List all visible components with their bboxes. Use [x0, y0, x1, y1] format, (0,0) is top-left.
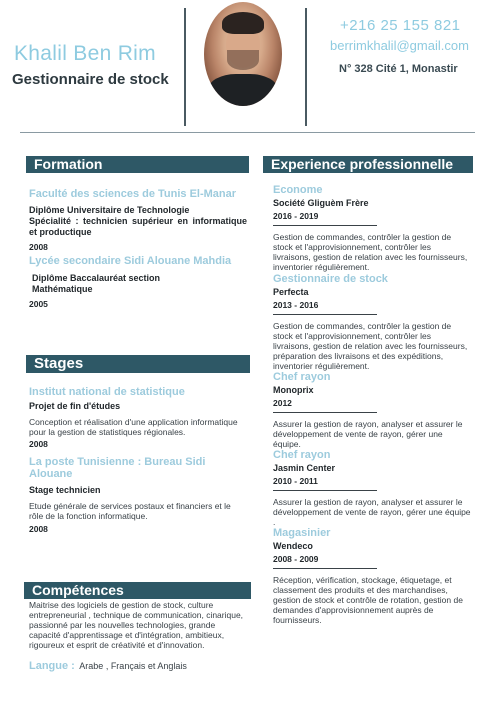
formation-year: 2005: [29, 299, 48, 309]
formation-heading: Formation: [26, 156, 249, 173]
stages-heading: Stages: [26, 355, 250, 373]
experience-description: Réception, vérification, stockage, étiquetage, et classement des produits et des marchandises, gestion de stock et contrôle de rotation, gestion de demandes d'approvisionnement auprès de fournisseurs.: [273, 575, 463, 625]
experience-role: Magasinier: [273, 527, 331, 539]
postal-address: N° 328 Cité 1, Monastir: [339, 63, 458, 75]
experience-separator: [273, 412, 377, 413]
experience-description: Assurer la gestion de rayon, analyser et assurer le développement de vente de rayon, gérer une équipe.: [273, 419, 463, 449]
experience-years: 2010 - 2011: [273, 476, 318, 486]
header-divider-right: [305, 8, 307, 126]
languages-value: Arabe , Français et Anglais: [79, 661, 187, 671]
experience-years: 2008 - 2009: [273, 554, 319, 564]
stage-year: 2008: [29, 439, 48, 449]
experience-item: [273, 527, 471, 625]
experience-role: Econome: [273, 184, 323, 196]
experience-company: Wendeco: [273, 541, 313, 551]
experience-description: Gestion de commandes, contrôler la gestion de stock et l'approvisionnement, contrôler les livraisons, gestion de relation avec les fournisseurs, inventorier régulièrement.: [273, 232, 468, 272]
formation-org: Faculté des sciences de Tunis El-Manar: [29, 188, 237, 200]
experience-years: 2013 - 2016: [273, 300, 319, 310]
header-divider-left: [184, 8, 186, 126]
competences-heading: Compétences: [24, 582, 251, 599]
stage-title: Stage technicien: [29, 485, 101, 495]
email-address: berrimkhalil@gmail.com: [330, 38, 469, 53]
experience-separator: [273, 314, 377, 315]
formation-item: [29, 188, 247, 253]
stage-description: Etude générale de services postaux et financiers et le rôle de la fonction informatique.: [29, 501, 231, 521]
formation-title: Diplôme Baccalauréat section Mathématique: [32, 273, 161, 294]
stage-item: [29, 386, 247, 450]
stage-title: Projet de fin d'études: [29, 401, 121, 411]
experience-list: [273, 184, 471, 625]
experience-years: 2012: [273, 398, 292, 408]
experience-separator: [273, 225, 377, 226]
experience-separator: [273, 490, 377, 491]
experience-role: Chef rayon: [273, 371, 331, 383]
header-rule: [20, 132, 475, 133]
formation-title: Diplôme Universitaire de Technologie: [29, 205, 190, 215]
experience-heading: Experience professionnelle: [263, 156, 473, 173]
experience-item: [273, 449, 471, 527]
experience-company: Jasmin Center: [273, 463, 336, 473]
experience-item: [273, 371, 471, 449]
stages-list: [29, 386, 247, 535]
experience-description: Assurer la gestion de rayon, analyser et assurer le développement de vente de rayon, gérer une équipe .: [273, 497, 471, 527]
stage-year: 2008: [29, 524, 48, 534]
stage-description: Conception et réalisation d'une application informatique pour la gestion de statistiques régionales.: [29, 417, 238, 437]
stage-item: [29, 456, 247, 535]
languages-line: [29, 656, 247, 674]
experience-company: Société Gliguèm Frère: [273, 198, 369, 208]
experience-item: [273, 273, 471, 371]
experience-company: Monoprix: [273, 385, 314, 395]
competences-block: [29, 600, 247, 674]
formation-org: Lycée secondaire Sidi Alouane Mahdia: [29, 255, 232, 267]
experience-company: Perfecta: [273, 287, 309, 297]
experience-role: Chef rayon: [273, 449, 331, 461]
experience-years: 2016 - 2019: [273, 211, 319, 221]
formation-year: 2008: [29, 242, 48, 252]
experience-description: Gestion de commandes, contrôler la gestion de stock et l'approvisionnement, contrôler les livraisons, gestion de relation avec les fournisseurs, préparation des livraisons et des expéditions, inventorier régulièrement.: [273, 321, 468, 371]
experience-role: Gestionnaire de stock: [273, 273, 388, 285]
candidate-name: Khalil Ben Rim: [14, 42, 156, 65]
stage-org: La poste Tunisienne : Bureau Sidi Alouane: [29, 456, 206, 480]
candidate-role: Gestionnaire de stock: [12, 71, 169, 88]
stage-org: Institut national de statistique: [29, 386, 185, 398]
experience-separator: [273, 568, 377, 569]
profile-photo: [204, 2, 282, 106]
competences-text: Maitrise des logiciels de gestion de stock, culture entrepreneurial , technique de communication, cinarique, passionné par les nouvelles technologies, grande capacité d'apprentissage et d'intégration, ambitieux, rigoureux et esprit de créativité et d'innovation.: [29, 600, 244, 650]
formation-list: [29, 188, 247, 310]
formation-detail: Spécialité : technicien supérieur en informatique et productique: [29, 216, 247, 237]
languages-label: Langue :: [29, 660, 75, 672]
formation-item: [29, 255, 247, 310]
phone-number: +216 25 155 821: [340, 17, 461, 34]
experience-item: [273, 184, 471, 272]
